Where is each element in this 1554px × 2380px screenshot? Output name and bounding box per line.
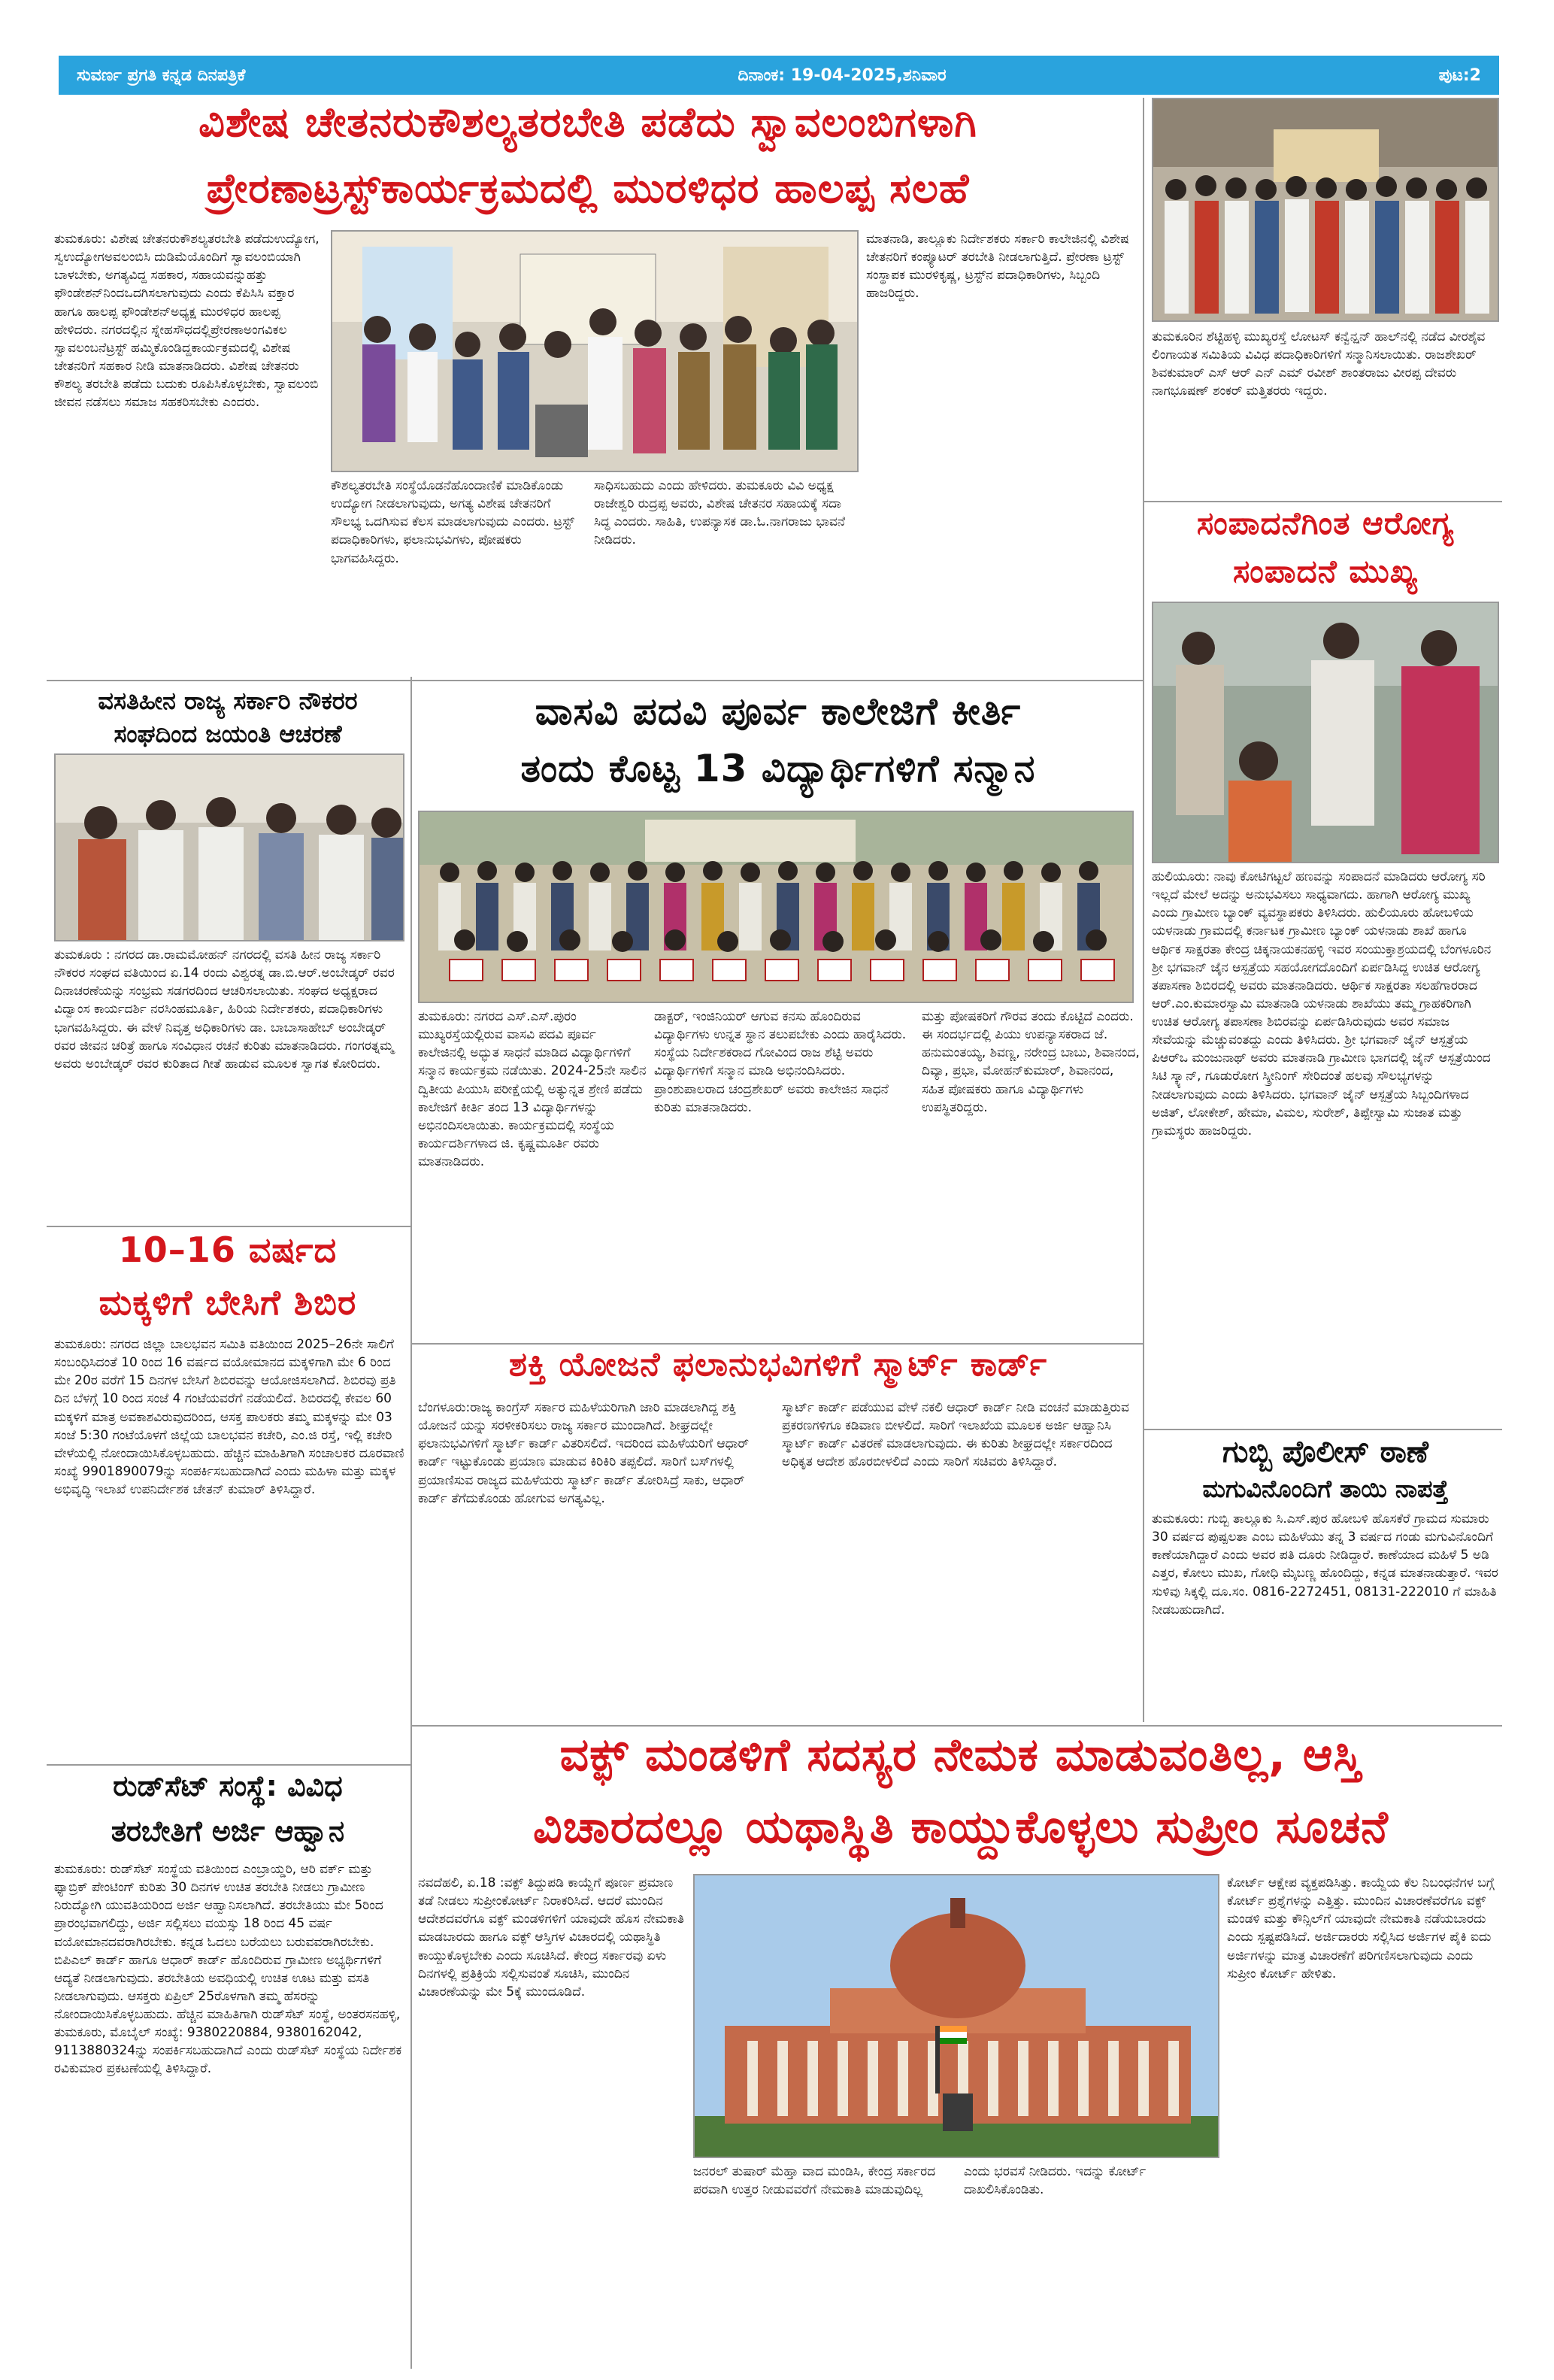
- divider-story7-bottom: [47, 1764, 410, 1766]
- story10-headline-line2: ವಿಚಾರದಲ್ಲೂ ಯಥಾಸ್ಥಿತಿ ಕಾಯ್ದುಕೊಳ್ಳಲು ಸುಪ್ರೀಂ ಸೂಚನೆ: [533, 1801, 1389, 1854]
- page-header-bar: [59, 56, 1499, 95]
- jayanti-photo-image: [56, 755, 404, 941]
- divider-story5-bottom: [47, 1226, 410, 1227]
- story4-headline-line2: ಮಗುವಿನೊಂದಿಗೆ ತಾಯಿ ನಾಪತ್ತೆ: [1202, 1475, 1449, 1503]
- story1-headline-line1: ವಿಶೇಷ ಚೇತನರುಕೌಶಲ್ಯತರಬೇತಿ ಪಡೆದು ಸ್ವಾವಲಂಬಿಗಳಾಗಿ: [198, 99, 977, 146]
- felicitation-photo-image: [1153, 99, 1499, 322]
- divider-story3-bottom: [1144, 1429, 1502, 1430]
- story1-text-col3: ಸಾಧಿಸಬಹುದು ಎಂದು ಹೇಳಿದರು. ತುಮಕೂರು ವಿವಿ ಅಧ್ಯಕ್ಷ ರಾಜೇಶ್ವರಿ ರುದ್ರಪ್ಪ ಅವರು, ವಿಶೇಷ ಚೇತನರ ಸಹಾಯಕ್ಕೆ ಸದಾ ಸಿದ್ಧ ಎಂದರು. ಸಾಹಿತಿ, ಉಪನ್ಯಾಸಕ ಡಾ.ಓ.ನಾಗರಾಜು ಭಾವನೆ ನೀಡಿದರು.: [594, 478, 846, 548]
- page-number: ಪುಟ:2: [1438, 65, 1481, 85]
- story8-text-col2: ಸ್ಮಾರ್ಟ್ ಕಾರ್ಡ್ ಪಡೆಯುವ ವೇಳೆ ನಕಲಿ ಆಧಾರ್ ಕಾರ್ಡ್ ನೀಡಿ ವಂಚನೆ ಮಾಡುತ್ತಿರುವ ಪ್ರಕರಣಗಳಿಗೂ ಕಡಿವಾಣ ಬೀಳಲಿದೆ. ಸಾರಿಗೆ ಇಲಾಖೆಯ ಮೂಲಕ ಅರ್ಜಿ ಆಹ್ವಾನಿಸಿ ಸ್ಮಾರ್ಟ್ ಕಾರ್ಡ್ ವಿತರಣೆ ಮಾಡಲಾಗುವುದು. ಈ ಕುರಿತು ಶೀಘ್ರದಲ್ಲೇ ಸರ್ಕಾರದಿಂದ ಅಧಿಕೃತ ಆದೇಶ ಹೊರಬೀಳಲಿದೆ ಎಂದು ಸಾರಿಗೆ ಸಚಿವರು ತಿಳಿಸಿದ್ದಾರೆ.: [782, 1400, 1129, 1470]
- story3-body: ಹುಲಿಯೂರು: ನಾವು ಕೋಟಿಗಟ್ಟಲೆ ಹಣವನ್ನು ಸಂಪಾದನೆ ಮಾಡಿದರು ಆರೋಗ್ಯ ಸರಿ ಇಲ್ಲದೆ ಮೇಲೆ ಅದನ್ನು ಅನುಭವಿಸಲು ಸಾಧ್ಯವಾಗದು. ಹಾಗಾಗಿ ಆರೋಗ್ಯ ಮುಖ್ಯ ಎಂದು ಗ್ರಾಮೀಣ ಬ್ಯಾಂಕ್ ವ್ಯವಸ್ಥಾಪಕರು ತಿಳಿಸಿದರು. ಹುಲಿಯೂರು ಹೋಬಳಿಯ ಯಳನಾಡು ಗ್ರಾಮದಲ್ಲಿ ಕರ್ನಾಟಕ ಗ್ರಾಮೀಣ ಬ್ಯಾಂಕ್ ಯಳನಾಡು ಶಾಖೆ ಹಾಗೂ ಆರ್ಥಿಕ ಸಾಕ್ಷರತಾ ಕೇಂದ್ರ ಚಿಕ್ಕನಾಯಕನಹಳ್ಳಿ ಇವರ ಸಂಯುಕ್ತಾಶ್ರಯದಲ್ಲಿ ಬೆಂಗಳೂರಿನ ಶ್ರೀ ಭಗವಾನ್ ಜೈನ ಆಸ್ಪತ್ರೆಯ ಸಹಯೋಗದೊಂದಿಗೆ ಏರ್ಪಡಿಸಿದ್ದ ಉಚಿತ ಆರೋಗ್ಯ ತಪಾಸಣಾ ಶಿಬಿರದಲ್ಲಿ ಅವರು ಮಾತನಾಡಿದರು. ಆರ್ಥಿಕ ಸಾಕ್ಷರತಾ ಸಲಹೆಗಾರರಾದ ಆರ್.ಎಂ.ಕುಮಾರಸ್ವಾಮಿ ಮಾತನಾಡಿ ಯಳನಾಡು ಶಾಖೆಯು ತಮ್ಮ ಗ್ರಾಹಕರಿಗಾಗಿ ಉಚಿತ ಆರೋಗ್ಯ ತಪಾಸಣಾ ಶಿಬಿರವನ್ನು ಏರ್ಪಡಿಸಿರುವುದು ಅವರ ಸಮಾಜ ಸೇವೆಯನ್ನು ಮೆಚ್ಚುವಂತದ್ದು ಎಂದು ತಿಳಿಸಿದರು. ಶ್ರೀ ಭಗವಾನ್ ಜೈನ್ ಆಸ್ಪತ್ರೆಯ ಪಿಆರ್‌ಒ ಮಂಜುನಾಥ್ ಅವರು ಮಾತನಾಡಿ ಗ್ರಾಮೀಣ ಭಾಗದಲ್ಲಿ ಜೈನ್ ಆಸ್ಪತ್ರೆಯಿಂದ ಸಿಟಿ ಸ್ಕ್ಯಾನ್, ಗೂಡುರೋಗ ಸ್ಕ್ರೀನಿಂಗ್ ಸೇರಿದಂತೆ ಹಲವು ಸೌಲಭ್ಯಗಳನ್ನು ನೀಡಲಾಗುವುದು ಎಂದು ತಿಳಿಸಿದರು. ಭಗವಾನ್ ಜೈನ್ ಆಸ್ಪತ್ರೆಯ ಸಿಬ್ಬಂದಿಗಳಾದ ಅಜಿತ್, ಲೋಕೇಶ್, ಹೇಮಾ, ವಿಮಲ, ಸುರೇಶ್, ತಿಪ್ಪೇಸ್ವಾಮಿ ಸುಜಾತ ಮತ್ತು ಗ್ರಾಮಸ್ಥರು ಹಾಜರಿದ್ದರು.: [1152, 869, 1492, 1138]
- story6-photo: [418, 811, 1134, 1003]
- story3-photo: [1152, 602, 1499, 863]
- students-felicitation-photo-image: [420, 812, 1134, 1003]
- newspaper-name: ಸುವರ್ಣ ಪ್ರಗತಿ ಕನ್ನಡ ದಿನಪತ್ರಿಕೆ: [77, 65, 246, 85]
- story5-headline-line2: ಸಂಘದಿಂದ ಜಯಂತಿ ಆಚರಣೆ: [114, 720, 342, 748]
- story8-text-col1: ಬೆಂಗಳೂರು:ರಾಜ್ಯ ಕಾಂಗ್ರೆಸ್ ಸರ್ಕಾರ ಮಹಿಳೆಯರಿಗಾಗಿ ಜಾರಿ ಮಾಡಲಾಗಿದ್ದ ಶಕ್ತಿ ಯೋಜನೆ ಯನ್ನು ಸರಳೀಕರಿಸಲು ರಾಜ್ಯ ಸರ್ಕಾರ ಮುಂದಾಗಿದೆ. ಶೀಘ್ರದಲ್ಲೇ ಫಲಾನುಭವಿಗಳಿಗೆ ಸ್ಮಾರ್ಟ್ ಕಾರ್ಡ್ ವಿತರಿಸಲಿದೆ. ಇದರಿಂದ ಮಹಿಳೆಯರಿಗೆ ಆಧಾರ್ ಕಾರ್ಡ್ ಇಟ್ಟುಕೊಂಡು ಪ್ರಯಾಣ ಮಾಡುವ ಕಿರಿಕಿರಿ ತಪ್ಪಲಿದೆ. ಸಾರಿಗೆ ಬಸ್‌ಗಳಲ್ಲಿ ಪ್ರಯಾಣಿಸುವ ರಾಜ್ಯದ ಮಹಿಳೆಯರು ಸ್ಮಾರ್ಟ್ ಕಾರ್ಡ್ ತೋರಿಸಿದ್ರೆ ಸಾಕು, ಆಧಾರ್ ಕಾರ್ಡ್ ತೆಗೆದುಕೊಂಡು ಹೋಗುವ ಅಗತ್ಯವಿಲ್ಲ.: [418, 1400, 750, 1506]
- story3-headline-line1: ಸಂಪಾದನೆಗಿಂತ ಆರೋಗ್ಯ: [1196, 505, 1455, 541]
- story6-headline-line1: ವಾಸವಿ ಪದವಿ ಪೂರ್ವ ಕಾಲೇಜಿಗೆ ಕೀರ್ತಿ: [535, 690, 1022, 733]
- story5-headline-line1: ವಸತಿಹೀನ ರಾಜ್ಯ ಸರ್ಕಾರಿ ನೌಕರರ: [98, 687, 358, 715]
- issue-date: ದಿನಾಂಕ: 19-04-2025,ಶನಿವಾರ: [738, 65, 947, 85]
- story1-text-col4: ಮಾತನಾಡಿ, ತಾಲ್ಲೂಕು ನಿರ್ದೇಶಕರು ಸರ್ಕಾರಿ ಕಾಲೇಜಿನಲ್ಲಿ ವಿಶೇಷ ಚೇತನರಿಗೆ ಕಂಪ್ಯೂಟರ್ ತರಬೇತಿ ನೀಡಲಾಗುತ್ತಿದೆ. ಪ್ರೇರಣಾ ಟ್ರಸ್ಟ್ ಸಂಸ್ಥಾಪಕ ಮುರಳಿಕೃಷ್ಣ, ಟ್ರಸ್ಟ್‌ನ ಪದಾಧಿಕಾರಿಗಳು, ಸಿಬ್ಬಂದಿ ಹಾಜರಿದ್ದರು.: [866, 232, 1129, 302]
- story6-text-col3: ಮತ್ತು ಪೋಷಕರಿಗೆ ಗೌರವ ತಂದು ಕೊಟ್ಟಿದೆ ಎಂದರು. ಈ ಸಂದರ್ಭದಲ್ಲಿ ಪಿಯು ಉಪನ್ಯಾಸಕರಾದ ಜೆ. ಹನುಮಂತಯ್ಯ, ಶಿವಣ್ಣ, ನರೇಂದ್ರ ಬಾಬು, ಶಿವಾನಂದ, ದಿವ್ಯಾ, ಪ್ರಭಾ, ಮೋಹನ್‌ಕುಮಾರ್, ಶಿವಾನಂದ, ಸಹಿತ ಪೋಷಕರು ಹಾಗೂ ವಿದ್ಯಾರ್ಥಿಗಳು ಉಪಸ್ಥಿತರಿದ್ದರು.: [922, 1009, 1140, 1115]
- divider-story6-bottom: [412, 1343, 1143, 1345]
- story6-text-col1: ತುಮಕೂರು: ನಗರದ ಎಸ್.ಎಸ್.ಪುರಂ ಮುಖ್ಯರಸ್ತೆಯಲ್ಲಿರುವ ವಾಸವಿ ಪದವಿ ಪೂರ್ವ ಕಾಲೇಜಿನಲ್ಲಿ ಅದ್ಭುತ ಸಾಧನೆ ಮಾಡಿದ ವಿದ್ಯಾರ್ಥಿಗಳಿಗೆ ಸನ್ಮಾನ ಕಾರ್ಯಕ್ರಮ ನಡೆಯಿತು. 2024-25ನೇ ಸಾಲಿನ ದ್ವಿತೀಯ ಪಿಯುಸಿ ಪರೀಕ್ಷೆಯಲ್ಲಿ ಅತ್ಯುನ್ನತ ಶ್ರೇಣಿ ಪಡೆದು ಕಾಲೇಜಿಗೆ ಕೀರ್ತಿ ತಂದ 13 ವಿದ್ಯಾರ್ಥಿಗಳನ್ನು ಅಭಿನಂದಿಸಲಾಯಿತು. ಕಾರ್ಯಕ್ರಮದಲ್ಲಿ ಸಂಸ್ಥೆಯ ಕಾರ್ಯದರ್ಶಿಗಳಾದ ಜಿ. ಕೃಷ್ಣಮೂರ್ತಿ ರವರು ಮಾತನಾಡಿದರು.: [418, 1009, 647, 1169]
- story10-text-col3: ಕೋರ್ಟ್ ಆಕ್ಷೇಪ ವ್ಯಕ್ತಪಡಿಸಿತ್ತು. ಕಾಯ್ದೆಯ ಕೆಲ ನಿಬಂಧನೆಗಳ ಬಗ್ಗೆ ಕೋರ್ಟ್ ಪ್ರಶ್ನೆಗಳನ್ನು ಎತ್ತಿತ್ತು. ಮುಂದಿನ ವಿಚಾರಣೆವರೆಗೂ ವಕ್ಫ್ ಮಂಡಳಿ ಮತ್ತು ಕೌನ್ಸಿಲ್‌ಗೆ ಯಾವುದೇ ನೇಮಕಾತಿ ನಡೆಯಬಾರದು ಎಂದು ಸ್ಪಷ್ಟಪಡಿಸಿದೆ. ಅರ್ಜಿದಾರರು ಸಲ್ಲಿಸಿದ ಅರ್ಜಿಗಳ ಪೈಕಿ ಐದು ಅರ್ಜಿಗಳನ್ನು ಮಾತ್ರ ವಿಚಾರಣೆಗೆ ಪರಿಗಣಿಸಲಾಗುವುದು ಎಂದು ಸುಪ್ರೀಂ ಕೋರ್ಟ್ ಹೇಳಿತು.: [1227, 1875, 1495, 1981]
- divider-story2-bottom: [1144, 501, 1502, 502]
- divider-vertical-left: [410, 677, 412, 2369]
- story4-body: ತುಮಕೂರು: ಗುಬ್ಬಿ ತಾಲ್ಲೂಕು ಸಿ.ಎಸ್.ಪುರ ಹೋಬಳಿ ಹೊಸಕೆರೆ ಗ್ರಾಮದ ಸುಮಾರು 30 ವರ್ಷದ ಪುಷ್ಪಲತಾ ಎಂಬ ಮಹಿಳೆಯು ತನ್ನ 3 ವರ್ಷದ ಗಂಡು ಮಗುವಿನೊಂದಿಗೆ ಕಾಣೆಯಾಗಿದ್ದಾರೆ ಎಂದು ಅವರ ಪತಿ ದೂರು ನೀಡಿದ್ದಾರೆ. ಕಾಣೆಯಾದ ಮಹಿಳೆ 5 ಅಡಿ ಎತ್ತರ, ಕೋಲು ಮುಖ, ಗೋಧಿ ಮೈಬಣ್ಣ ಹೊಂದಿದ್ದು, ಕನ್ನಡ ಮಾತನಾಡುತ್ತಾರೆ. ಇವರ ಸುಳಿವು ಸಿಕ್ಕಲ್ಲಿ ದೂ.ಸಂ. 0816-2272451, 08131-222010 ಗೆ ಮಾಹಿತಿ ನೀಡಬಹುದಾಗಿದೆ.: [1152, 1511, 1498, 1617]
- story1-headline-line2: ಪ್ರೇರಣಾಟ್ರಸ್ಟ್‌ಕಾರ್ಯಕ್ರಮದಲ್ಲಿ ಮುರಳಿಧರ ಹಾಲಪ್ಪ ಸಲಹೆ: [206, 165, 970, 212]
- story10-headline-line1: ವಕ್ಫ್ ಮಂಡಳಿಗೆ ಸದಸ್ಯರ ನೇಮಕ ಮಾಡುವಂತಿಲ್ಲ, ಆಸ್ತಿ: [559, 1729, 1362, 1781]
- story1-text-col2: ಕೌಶಲ್ಯತರಬೇತಿ ಸಂಸ್ಥೆಯೊಡನೆಹೊಂದಾಣಿಕೆ ಮಾಡಿಕೊಂಡು ಉದ್ಯೋಗ ನೀಡಲಾಗುವುದು, ಅಗತ್ಯ ವಿಶೇಷ ಚೇತನರಿಗೆ ಸೌಲಭ್ಯ ಒದಗಿಸುವ ಕೆಲಸ ಮಾಡಲಾಗುವುದು ಎಂದರು. ಟ್ರಸ್ಟ್‌ ಪದಾಧಿಕಾರಿಗಳು, ಫಲಾನುಭವಿಗಳು, ಪೋಷಕರು ಭಾಗವಹಿಸಿದ್ದರು.: [331, 478, 574, 566]
- story6-text-col2: ಡಾಕ್ಟರ್, ಇಂಜಿನಿಯರ್ ಆಗುವ ಕನಸು ಹೊಂದಿರುವ ವಿದ್ಯಾರ್ಥಿಗಳು ಉನ್ನತ ಸ್ಥಾನ ತಲುಪಬೇಕು ಎಂದು ಹಾರೈಸಿದರು. ಸಂಸ್ಥೆಯ ನಿರ್ದೇಶಕರಾದ ಗೋವಿಂದ ರಾಜ ಶೆಟ್ಟಿ ಅವರು ವಿದ್ಯಾರ್ಥಿಗಳಿಗೆ ಸನ್ಮಾನ ಮಾಡಿ ಅಭಿನಂದಿಸಿದರು. ಪ್ರಾಂಶುಪಾಲರಾದ ಚಂದ್ರಶೇಖರ್ ಅವರು ಕಾಲೇಜಿನ ಸಾಧನೆ ಕುರಿತು ಮಾತನಾಡಿದರು.: [654, 1009, 907, 1115]
- divider-vertical-right: [1143, 98, 1144, 1722]
- story9-headline-line2: ತರಬೇತಿಗೆ ಅರ್ಜಿ ಆಹ್ವಾನ: [111, 1815, 345, 1848]
- story5-body: ತುಮಕೂರು : ನಗರದ ಡಾ.ರಾಮಮೋಹನ್ ನಗರದಲ್ಲಿ ವಸತಿ ಹೀನ ರಾಜ್ಯ ಸರ್ಕಾರಿ ನೌಕರರ ಸಂಘದ ವತಿಯಿಂದ ಏ.14 ರಂದು ವಿಶ್ವರತ್ನ ಡಾ.ಬಿ.ಆರ್.ಅಂಬೇಡ್ಕರ್ ರವರ ದಿನಾಚರಣೆಯನ್ನು ಸಂಭ್ರಮ ಸಡಗರದಿಂದ ಆಚರಿಸಲಾಯಿತು. ಸಂಘದ ಅಧ್ಯಕ್ಷರಾದ ವಿದ್ವಾಂಸ ಕಾರ್ಯದರ್ಶಿ ನರಸಿಂಹಮೂರ್ತಿ, ಹಿರಿಯ ನಿರ್ದೇಶಕರು, ಪದಾಧಿಕಾರಿಗಳು ಭಾಗವಹಿಸಿದ್ದರು. ಈ ವೇಳೆ ನಿವೃತ್ತ ಅಧಿಕಾರಿಗಳು ಡಾ. ಬಾಬಾಸಾಹೇಬ್ ಅಂಬೇಡ್ಕರ್ ರವರ ಜೀವನ ಚರಿತ್ರೆ ಹಾಗೂ ಸಂವಿಧಾನ ರಚನೆ ಕುರಿತು ಮಾತನಾಡಿದರು. ಗಂಗರತ್ನಮ್ಮ ಅವರು ಅಂಬೇಡ್ಕರ್ ರವರ ಕುರಿತಾದ ಗೀತೆ ಹಾಡುವ ಮೂಲಕ ಸ್ವಾಗತ ಕೋರಿದರು.: [54, 947, 395, 1072]
- story10-photo: [693, 1874, 1219, 2158]
- story8-headline: ಶಕ್ತಿ ಯೋಜನೆ ಫಲಾನುಭವಿಗಳಿಗೆ ಸ್ಮಾರ್ಟ್ ಕಾರ್ಡ್: [508, 1345, 1048, 1384]
- story6-headline-line2: ತಂದು ಕೊಟ್ಟ 13 ವಿದ್ಯಾರ್ಥಿಗಳಿಗೆ ಸನ್ಮಾನ: [520, 747, 1036, 790]
- story7-headline-line2: ಮಕ್ಕಳಿಗೆ ಬೇಸಿಗೆ ಶಿಬಿರ: [98, 1282, 357, 1323]
- divider-story8-bottom: [412, 1725, 1502, 1727]
- story9-body: ತುಮಕೂರು: ರುಡ್‌ಸೆಟ್ ಸಂಸ್ಥೆಯ ವತಿಯಿಂದ ಎಂಬ್ರಾಯ್ಡರಿ, ಆರಿ ವರ್ಕ್ ಮತ್ತು ಫ್ಯಾಬ್ರಿಕ್ ಪೇಂಟಿಂಗ್ ಕುರಿತು 30 ದಿನಗಳ ಉಚಿತ ತರಬೇತಿ ನೀಡಲು ಗ್ರಾಮೀಣ ನಿರುದ್ಯೋಗಿ ಯುವತಿಯರಿಂದ ಅರ್ಜಿ ಆಹ್ವಾನಿಸಲಾಗಿದೆ. ತರಬೇತಿಯು ಮೇ 5ರಿಂದ ಪ್ರಾರಂಭವಾಗಲಿದ್ದು, ಅರ್ಜಿ ಸಲ್ಲಿಸಲು ವಯಸ್ಸು 18 ರಿಂದ 45 ವರ್ಷ ವಯೋಮಾನದವರಾಗಿರಬೇಕು. ಕನ್ನಡ ಓದಲು ಬರೆಯಲು ಬರುವವರಾಗಿರಬೇಕು. ಬಿಪಿಎಲ್ ಕಾರ್ಡ್ ಹಾಗೂ ಆಧಾರ್ ಕಾರ್ಡ್ ಹೊಂದಿರುವ ಗ್ರಾಮೀಣ ಅಭ್ಯರ್ಥಿಗಳಿಗೆ ಆದ್ಯತೆ ನೀಡಲಾಗುವುದು. ತರಬೇತಿಯ ಅವಧಿಯಲ್ಲಿ ಉಚಿತ ಊಟ ಮತ್ತು ವಸತಿ ನೀಡಲಾಗುವುದು. ಆಸಕ್ತರು ಏಪ್ರಿಲ್ 25ರೊಳಗಾಗಿ ತಮ್ಮ ಹೆಸರನ್ನು ನೋಂದಾಯಿಸಿಕೊಳ್ಳಬಹುದು. ಹೆಚ್ಚಿನ ಮಾಹಿತಿಗಾಗಿ ರುಡ್‌ಸೆಟ್ ಸಂಸ್ಥೆ, ಅಂತರಸನಹಳ್ಳಿ, ತುಮಕೂರು, ಮೊಬೈಲ್ ಸಂಖ್ಯೆ: 9380220884, 9380162042, 9113880324ನ್ನು ಸಂಪರ್ಕಿಸಬಹುದಾಗಿದೆ ಎಂದು ರುಡ್‌ಸೆಟ್ ಸಂಸ್ಥೆಯ ನಿರ್ದೇಶಕ ರವಿಕುಮಾರ ಪ್ರಕಟಣೆಯಲ್ಲಿ ತಿಳಿಸಿದ್ದಾರೆ.: [54, 1862, 402, 2077]
- story9-headline-line1: ರುಡ್‌ಸೆಟ್ ಸಂಸ್ಥೆ: ವಿವಿಧ: [113, 1769, 343, 1802]
- story4-headline-line1: ಗುಬ್ಬಿ ಪೊಲೀಸ್ ಠಾಣೆ: [1222, 1435, 1428, 1469]
- story10-text-col1: ನವದೆಹಲಿ, ಏ.18 :ವಕ್ಫ್ ತಿದ್ದುಪಡಿ ಕಾಯ್ದೆಗೆ ಪೂರ್ಣ ಪ್ರಮಾಣ ತಡೆ ನೀಡಲು ಸುಪ್ರೀಂಕೋರ್ಟ್ ನಿರಾಕರಿಸಿದೆ. ಆದರೆ ಮುಂದಿನ ಆದೇಶದವರೆಗೂ ವಕ್ಫ್ ಮಂಡಳಿಗಳಿಗೆ ಯಾವುದೇ ಹೊಸ ನೇಮಕಾತಿ ಮಾಡಬಾರದು ಹಾಗೂ ವಕ್ಫ್ ಆಸ್ತಿಗಳ ವಿಚಾರದಲ್ಲಿ ಯಥಾಸ್ಥಿತಿ ಕಾಯ್ದುಕೊಳ್ಳಬೇಕು ಎಂದು ಸೂಚಿಸಿದೆ. ಕೇಂದ್ರ ಸರ್ಕಾರವು ಏಳು ದಿನಗಳಲ್ಲಿ ಪ್ರತಿಕ್ರಿಯೆ ಸಲ್ಲಿಸುವಂತೆ ಸೂಚಿಸಿ, ಮುಂದಿನ ವಿಚಾರಣೆಯನ್ನು ಮೇ 5ಕ್ಕೆ ಮುಂದೂಡಿದೆ.: [418, 1875, 685, 2000]
- story2-photo: [1152, 98, 1499, 322]
- story7-headline-line1: 10–16 ವರ್ಷದ: [118, 1229, 338, 1270]
- supreme-court-photo-image: [695, 1875, 1219, 2158]
- story1-photo: [331, 230, 859, 472]
- story5-photo: [54, 753, 404, 941]
- story3-headline-line2: ಸಂಪಾದನೆ ಮುಖ್ಯ: [1232, 553, 1419, 590]
- divider-story1-bottom: [47, 680, 1143, 681]
- story10-photo-caption: ಜನರಲ್ ತುಷಾರ್ ಮೆಹ್ತಾ ವಾದ ಮಂಡಿಸಿ, ಕೇಂದ್ರ ಸರ್ಕಾರದ ಪರವಾಗಿ ಉತ್ತರ ನೀಡುವವರೆಗೆ ನೇಮಕಾತಿ ಮಾಡುವುದಿಲ್ಲ ಎಂದು ಭರವಸೆ ನೀಡಿದರು. ಇದನ್ನು ಕೋರ್ಟ್ ದಾಖಲಿಸಿಕೊಂಡಿತು.: [693, 2164, 1147, 2198]
- story2-caption: ತುಮಕೂರಿನ ಶೆಟ್ಟಿಹಳ್ಳಿ ಮುಖ್ಯರಸ್ತೆ ಲೋಟಸ್ ಕನ್ವೆನ್ಷನ್ ಹಾಲ್‌ನಲ್ಲಿ ನಡೆದ ವೀರಶೈವ ಲಿಂಗಾಯತ ಸಮಿತಿಯ ವಿವಿಧ ಪದಾಧಿಕಾರಿಗಳಿಗೆ ಸನ್ಮಾನಿಸಲಾಯಿತು. ರಾಜಶೇಖರ್ ಶಿವಕುಮಾರ್ ಎಸ್ ಆರ್ ಎನ್ ಎಮ್ ರವೀಶ್ ಶಾಂತರಾಜು ವೀರಪ್ಪ ದೇವರು ನಾಗಭೂಷಣ್ ಶಂಕರ್ ಮತ್ತಿತರರು ಇದ್ದರು.: [1152, 329, 1486, 399]
- story7-body: ತುಮಕೂರು: ನಗರದ ಜಿಲ್ಲಾ ಬಾಲಭವನ ಸಮಿತಿ ವತಿಯಿಂದ 2025–26ನೇ ಸಾಲಿಗೆ ಸಂಬಂಧಿಸಿದಂತೆ 10 ರಿಂದ 16 ವರ್ಷದ ವಯೋಮಾನದ ಮಕ್ಕಳಿಗಾಗಿ ಮೇ 6 ರಿಂದ ಮೇ 20ರ ವರೆಗೆ 15 ದಿನಗಳ ಬೇಸಿಗೆ ಶಿಬಿರವನ್ನು ಆಯೋಜಿಸಲಾಗಿದೆ. ಶಿಬಿರವು ಪ್ರತಿ ದಿನ ಬೆಳಗ್ಗೆ 10 ರಿಂದ ಸಂಜೆ 4 ಗಂಟೆಯವರೆಗೆ ನಡೆಯಲಿದೆ. ಶಿಬಿರದಲ್ಲಿ ಕೇವಲ 60 ಮಕ್ಕಳಿಗೆ ಮಾತ್ರ ಅವಕಾಶವಿರುವುದರಿಂದ, ಆಸಕ್ತ ಪಾಲಕರು ತಮ್ಮ ಮಕ್ಕಳನ್ನು ಮೇ 03 ಸಂಜೆ 5:30 ಗಂಟೆಯೊಳಗೆ ಜಿಲ್ಲೆಯ ಬಾಲಭವನ ಕಚೇರಿ, ಎಂ.ಜಿ ರಸ್ತೆ, ಇಲ್ಲಿ ಕಚೇರಿ ವೇಳೆಯಲ್ಲಿ ನೋಂದಾಯಿಸಿಕೊಳ್ಳಬಹುದು. ಹೆಚ್ಚಿನ ಮಾಹಿತಿಗಾಗಿ ಸಂಚಾಲಕರ ದೂರವಾಣಿ ಸಂಖ್ಯೆ 9901890079ನ್ನು ಸಂಪರ್ಕಿಸಬಹುದಾಗಿದೆ ಎಂದು ಮಹಿಳಾ ಮತ್ತು ಮಕ್ಕಳ ಅಭಿವೃದ್ಧಿ ಇಲಾಖೆ ಉಪನಿರ್ದೇಶಕ ಚೇತನ್ ಕುಮಾರ್ ತಿಳಿಸಿದ್ದಾರೆ.: [54, 1337, 404, 1497]
- health-camp-photo-image: [1153, 603, 1499, 863]
- story1-text-col1: ತುಮಕೂರು: ವಿಶೇಷ ಚೇತನರುಕೌಶಲ್ಯತರಬೇತಿ ಪಡೆದುಉದ್ಯೋಗ, ಸ್ವಉದ್ಯೋಗಅವಲಂಬಿಸಿ ದುಡಿಮೆಯೊಂದಿಗೆ ಸ್ವಾವಲಂಬಿಯಾಗಿ ಬಾಳಬೇಕು, ಅಗತ್ಯವಿದ್ದ ಸಹಕಾರ, ಸಹಾಯವನ್ನುಹತ್ತು ಫೌಂಡೇಶನ್‌ನಿಂದಒದಗಿಸಲಾಗುವುದು ಎಂದು ಕೆಪಿಸಿಸಿ ವಕ್ತಾರ ಹಾಗೂ ಹಾಲಪ್ಪ ಫೌಂಡೇಶನ್‌ಅಧ್ಯಕ್ಷ ಮುರಳಿಧರ ಹಾಲಪ್ಪ ಹೇಳಿದರು. ನಗರದಲ್ಲಿನ ಸ್ನೇಹಸೌಧದಲ್ಲಿಪ್ರೇರಣಾಅಂಗವಿಕಲ ಸ್ವಾವಲಂಬನೆಟ್ರಸ್ಟ್‌ ಹಮ್ಮಿಕೊಂಡಿದ್ದಕಾರ್ಯಕ್ರಮದಲ್ಲಿ ವಿಶೇಷ ಚೇತನರಿಗೆ ಸಹಕಾರ ನೀಡಿ ಮಾತನಾಡಿದರು. ವಿಶೇಷ ಚೇತನರು ಕೌಶಲ್ಯ ತರಬೇತಿ ಪಡೆದು ಬದುಕು ರೂಪಿಸಿಕೊಳ್ಳಬೇಕು, ಸ್ವಾವಲಂಬಿ ಜೀವನ ನಡೆಸಲು ಸಮಾಜ ಸಹಕರಿಸಬೇಕು ಎಂದರು.: [54, 232, 320, 411]
- group-photo-image: [332, 232, 859, 472]
